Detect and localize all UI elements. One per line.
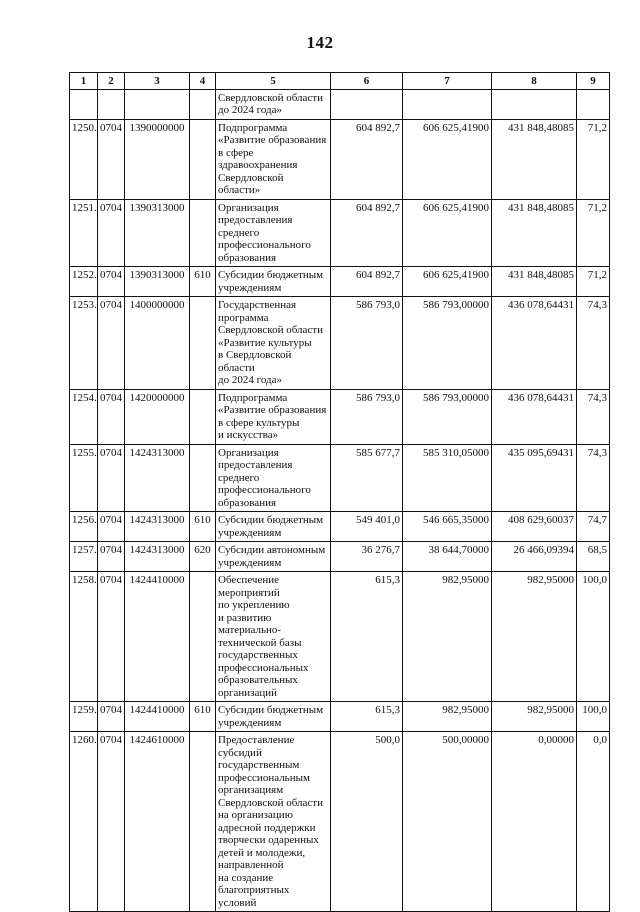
item-name: Субсидии автономным учреждениям [216, 542, 331, 572]
table-row [70, 199, 610, 267]
executed-amount: 408 629,60037 [492, 512, 577, 542]
table-row [70, 542, 610, 572]
table-row [70, 119, 610, 199]
row-number: 1259. [70, 702, 98, 732]
item-name: Организация предоставления среднего профессионального образования [216, 199, 331, 267]
table-row [70, 444, 610, 512]
expense-type-code: 610 [190, 512, 216, 542]
executed-amount: 982,95000 [492, 702, 577, 732]
approved-amount: 500,00000 [403, 732, 492, 912]
table-row [70, 702, 610, 732]
row-number: 1256. [70, 512, 98, 542]
target-article-code: 1390313000 [125, 267, 190, 297]
executed-amount: 26 466,09394 [492, 542, 577, 572]
target-article-code [125, 89, 190, 119]
approved-amount: 606 625,41900 [403, 199, 492, 267]
approved-amount: 606 625,41900 [403, 267, 492, 297]
header-row [70, 73, 610, 90]
item-name: Обеспечение мероприятий по укреплению и развитию материально- технической базы государственных профессиональных образовательных организаций [216, 572, 331, 702]
executed-amount: 431 848,48085 [492, 267, 577, 297]
item-name: Субсидии бюджетным учреждениям [216, 702, 331, 732]
executed-amount: 436 078,64431 [492, 389, 577, 444]
table-row [70, 267, 610, 297]
section-code: 0704 [98, 542, 125, 572]
target-article-code: 1424610000 [125, 732, 190, 912]
approved-amount: 546 665,35000 [403, 512, 492, 542]
execution-percent: 71,2 [577, 119, 610, 199]
planned-amount: 586 793,0 [331, 297, 403, 390]
item-name: Подпрограмма «Развитие образования в сфере культуры и искусства» [216, 389, 331, 444]
approved-amount: 586 793,00000 [403, 389, 492, 444]
execution-percent [577, 89, 610, 119]
expense-type-code [190, 297, 216, 390]
item-name: Свердловской области до 2024 года» [216, 89, 331, 119]
expense-type-code [190, 732, 216, 912]
target-article-code: 1424410000 [125, 702, 190, 732]
execution-percent: 71,2 [577, 199, 610, 267]
execution-percent: 74,3 [577, 297, 610, 390]
row-number: 1253. [70, 297, 98, 390]
section-code: 0704 [98, 444, 125, 512]
column-header: 4 [190, 73, 216, 90]
table-body [70, 89, 610, 912]
approved-amount: 982,95000 [403, 572, 492, 702]
row-number: 1251. [70, 199, 98, 267]
section-code [98, 89, 125, 119]
row-number: 1258. [70, 572, 98, 702]
table-row [70, 732, 610, 912]
approved-amount: 606 625,41900 [403, 119, 492, 199]
expense-type-code: 610 [190, 702, 216, 732]
section-code: 0704 [98, 732, 125, 912]
item-name: Предоставление субсидий государственным профессиональным организациям Свердловской области на организацию адресной поддержки творчески одаренных детей и молодежи, направленной на создание благоприятных условий [216, 732, 331, 912]
table-row [70, 572, 610, 702]
execution-percent: 0,0 [577, 732, 610, 912]
row-number: 1254. [70, 389, 98, 444]
execution-percent: 100,0 [577, 572, 610, 702]
approved-amount: 586 793,00000 [403, 297, 492, 390]
item-name: Субсидии бюджетным учреждениям [216, 512, 331, 542]
expense-type-code: 620 [190, 542, 216, 572]
planned-amount [331, 89, 403, 119]
target-article-code: 1390000000 [125, 119, 190, 199]
table-row [70, 512, 610, 542]
section-code: 0704 [98, 119, 125, 199]
target-article-code: 1424410000 [125, 572, 190, 702]
row-number [70, 89, 98, 119]
target-article-code: 1424313000 [125, 444, 190, 512]
approved-amount: 982,95000 [403, 702, 492, 732]
row-number: 1250. [70, 119, 98, 199]
executed-amount: 435 095,69431 [492, 444, 577, 512]
execution-percent: 74,7 [577, 512, 610, 542]
executed-amount: 0,00000 [492, 732, 577, 912]
target-article-code: 1424313000 [125, 542, 190, 572]
planned-amount: 500,0 [331, 732, 403, 912]
table-row [70, 89, 610, 119]
row-number: 1260. [70, 732, 98, 912]
target-article-code: 1390313000 [125, 199, 190, 267]
execution-percent: 100,0 [577, 702, 610, 732]
planned-amount: 615,3 [331, 702, 403, 732]
approved-amount: 38 644,70000 [403, 542, 492, 572]
column-header: 1 [70, 73, 98, 90]
section-code: 0704 [98, 297, 125, 390]
expense-type-code [190, 389, 216, 444]
target-article-code: 1420000000 [125, 389, 190, 444]
section-code: 0704 [98, 199, 125, 267]
approved-amount [403, 89, 492, 119]
expense-type-code [190, 444, 216, 512]
expense-type-code [190, 199, 216, 267]
target-article-code: 1424313000 [125, 512, 190, 542]
row-number: 1257. [70, 542, 98, 572]
item-name: Государственная программа Свердловской области «Развитие культуры в Свердловской области до 2024 года» [216, 297, 331, 390]
planned-amount: 615,3 [331, 572, 403, 702]
execution-percent: 71,2 [577, 267, 610, 297]
executed-amount: 431 848,48085 [492, 119, 577, 199]
column-header: 3 [125, 73, 190, 90]
execution-percent: 74,3 [577, 389, 610, 444]
expense-type-code [190, 89, 216, 119]
item-name: Субсидии бюджетным учреждениям [216, 267, 331, 297]
section-code: 0704 [98, 267, 125, 297]
column-header: 7 [403, 73, 492, 90]
execution-percent: 74,3 [577, 444, 610, 512]
execution-percent: 68,5 [577, 542, 610, 572]
row-number: 1255. [70, 444, 98, 512]
planned-amount: 604 892,7 [331, 119, 403, 199]
expense-type-code: 610 [190, 267, 216, 297]
expense-type-code [190, 572, 216, 702]
section-code: 0704 [98, 512, 125, 542]
budget-table [69, 72, 610, 912]
planned-amount: 604 892,7 [331, 199, 403, 267]
planned-amount: 586 793,0 [331, 389, 403, 444]
planned-amount: 36 276,7 [331, 542, 403, 572]
planned-amount: 549 401,0 [331, 512, 403, 542]
executed-amount [492, 89, 577, 119]
row-number: 1252. [70, 267, 98, 297]
executed-amount: 431 848,48085 [492, 199, 577, 267]
planned-amount: 585 677,7 [331, 444, 403, 512]
item-name: Подпрограмма «Развитие образования в сфере здравоохранения Свердловской области» [216, 119, 331, 199]
column-header: 2 [98, 73, 125, 90]
planned-amount: 604 892,7 [331, 267, 403, 297]
expense-type-code [190, 119, 216, 199]
column-header: 6 [331, 73, 403, 90]
page-number: 142 [306, 33, 334, 52]
section-code: 0704 [98, 389, 125, 444]
executed-amount: 436 078,64431 [492, 297, 577, 390]
column-header: 9 [577, 73, 610, 90]
item-name: Организация предоставления среднего профессионального образования [216, 444, 331, 512]
approved-amount: 585 310,05000 [403, 444, 492, 512]
section-code: 0704 [98, 572, 125, 702]
section-code: 0704 [98, 702, 125, 732]
column-header: 8 [492, 73, 577, 90]
table-row [70, 297, 610, 390]
table-row [70, 389, 610, 444]
target-article-code: 1400000000 [125, 297, 190, 390]
executed-amount: 982,95000 [492, 572, 577, 702]
column-header: 5 [216, 73, 331, 90]
